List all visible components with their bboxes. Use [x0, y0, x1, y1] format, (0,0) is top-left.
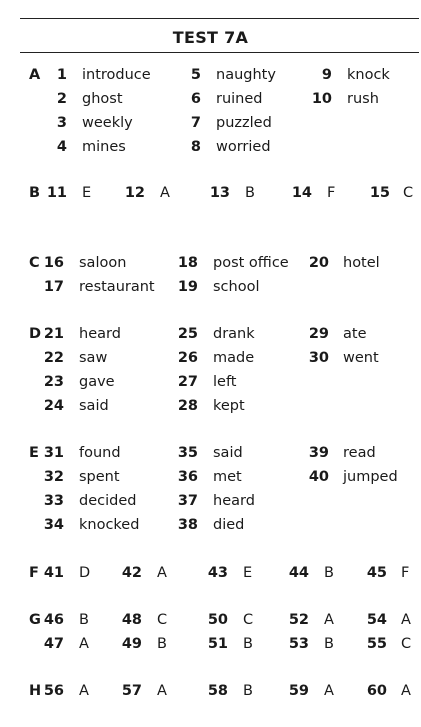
answer-text: knock [347, 67, 390, 83]
question-number: 34 [43, 517, 64, 533]
answer-text: ruined [216, 91, 263, 107]
answer-text: saloon [79, 255, 127, 271]
answer-text: D [79, 565, 91, 581]
answer-text: weekly [82, 115, 133, 131]
answer-text: A [79, 683, 89, 699]
section-letter: A [29, 67, 41, 83]
question-number: 17 [43, 279, 64, 295]
answer-text: ghost [82, 91, 123, 107]
answer-text: school [213, 279, 260, 295]
question-number: 31 [43, 445, 64, 461]
question-number: 58 [207, 683, 228, 699]
question-number: 56 [43, 683, 64, 699]
answer-text: B [157, 636, 167, 652]
answer-text: F [401, 565, 410, 581]
answer-text: B [243, 683, 253, 699]
answer-text: B [245, 185, 255, 201]
section-letter: D [29, 326, 42, 342]
answer-text: A [401, 683, 411, 699]
answer-text: restaurant [79, 279, 155, 295]
title-underline [20, 52, 419, 53]
answer-text: B [324, 636, 334, 652]
question-number: 26 [177, 350, 198, 366]
answer-text: drank [213, 326, 255, 342]
answer-text: ate [343, 326, 367, 342]
answer-text: A [324, 683, 334, 699]
question-number: 37 [177, 493, 198, 509]
answer-text: B [79, 612, 89, 628]
question-number: 24 [43, 398, 64, 414]
answer-text: A [157, 683, 167, 699]
question-number: 52 [288, 612, 309, 628]
question-number: 43 [207, 565, 228, 581]
answer-text: A [157, 565, 167, 581]
question-number: 46 [43, 612, 64, 628]
answer-text: B [324, 565, 334, 581]
question-number: 2 [56, 91, 67, 107]
question-number: 11 [46, 185, 67, 201]
answer-text: heard [79, 326, 121, 342]
question-number: 45 [366, 565, 387, 581]
question-number: 40 [308, 469, 329, 485]
question-number: 15 [369, 185, 390, 201]
answer-text: read [343, 445, 376, 461]
answer-text: C [157, 612, 168, 628]
section-letter: B [29, 185, 41, 201]
question-number: 8 [190, 139, 201, 155]
question-number: 54 [366, 612, 387, 628]
answer-text: puzzled [216, 115, 272, 131]
question-number: 51 [207, 636, 228, 652]
answer-text: met [213, 469, 242, 485]
question-number: 23 [43, 374, 64, 390]
page-title: TEST 7A [172, 28, 249, 47]
answer-text: heard [213, 493, 255, 509]
answer-text: worried [216, 139, 271, 155]
question-number: 36 [177, 469, 198, 485]
question-number: 14 [291, 185, 312, 201]
answer-text: spent [79, 469, 120, 485]
question-number: 22 [43, 350, 64, 366]
question-number: 18 [177, 255, 198, 271]
question-number: 57 [121, 683, 142, 699]
answer-text: post office [213, 255, 289, 271]
answer-text: kept [213, 398, 245, 414]
question-number: 1 [56, 67, 67, 83]
answer-text: E [82, 185, 92, 201]
question-number: 41 [43, 565, 64, 581]
answer-text: C [403, 185, 414, 201]
question-number: 53 [288, 636, 309, 652]
answer-text: F [327, 185, 336, 201]
answer-text: rush [347, 91, 379, 107]
question-number: 38 [177, 517, 198, 533]
section-letter: E [29, 445, 39, 461]
question-number: 44 [288, 565, 309, 581]
answer-text: A [324, 612, 334, 628]
question-number: 49 [121, 636, 142, 652]
question-number: 50 [207, 612, 228, 628]
answer-text: mines [82, 139, 126, 155]
answer-text: A [401, 612, 411, 628]
answer-text: found [79, 445, 121, 461]
top-rule [20, 18, 419, 19]
answer-text: said [79, 398, 109, 414]
question-number: 29 [308, 326, 329, 342]
question-number: 42 [121, 565, 142, 581]
question-number: 20 [308, 255, 329, 271]
answer-text: jumped [343, 469, 398, 485]
question-number: 27 [177, 374, 198, 390]
question-number: 39 [308, 445, 329, 461]
question-number: 48 [121, 612, 142, 628]
question-number: 33 [43, 493, 64, 509]
question-number: 28 [177, 398, 198, 414]
question-number: 16 [43, 255, 64, 271]
answer-text: gave [79, 374, 115, 390]
answer-text: saw [79, 350, 108, 366]
answer-text: A [160, 185, 170, 201]
answer-text: died [213, 517, 245, 533]
section-letter: F [29, 565, 39, 581]
answer-text: left [213, 374, 237, 390]
question-number: 10 [311, 91, 332, 107]
question-number: 32 [43, 469, 64, 485]
answer-text: knocked [79, 517, 140, 533]
answer-text: introduce [82, 67, 151, 83]
question-number: 19 [177, 279, 198, 295]
question-number: 55 [366, 636, 387, 652]
answer-text: naughty [216, 67, 276, 83]
question-number: 13 [209, 185, 230, 201]
answer-text: B [243, 636, 253, 652]
answer-text: decided [79, 493, 137, 509]
answer-text: said [213, 445, 243, 461]
question-number: 4 [56, 139, 67, 155]
question-number: 5 [190, 67, 201, 83]
answer-text: hotel [343, 255, 380, 271]
answer-text: E [243, 565, 253, 581]
question-number: 35 [177, 445, 198, 461]
question-number: 12 [124, 185, 145, 201]
question-number: 21 [43, 326, 64, 342]
question-number: 47 [43, 636, 64, 652]
section-letter: G [29, 612, 41, 628]
question-number: 6 [190, 91, 201, 107]
section-letter: C [29, 255, 40, 271]
answer-text: went [343, 350, 379, 366]
question-number: 25 [177, 326, 198, 342]
answer-text: C [243, 612, 254, 628]
answer-text: A [79, 636, 89, 652]
question-number: 60 [366, 683, 387, 699]
question-number: 9 [321, 67, 332, 83]
question-number: 3 [56, 115, 67, 131]
answer-text: C [401, 636, 412, 652]
question-number: 30 [308, 350, 329, 366]
question-number: 59 [288, 683, 309, 699]
section-letter: H [29, 683, 42, 699]
answer-text: made [213, 350, 255, 366]
question-number: 7 [190, 115, 201, 131]
